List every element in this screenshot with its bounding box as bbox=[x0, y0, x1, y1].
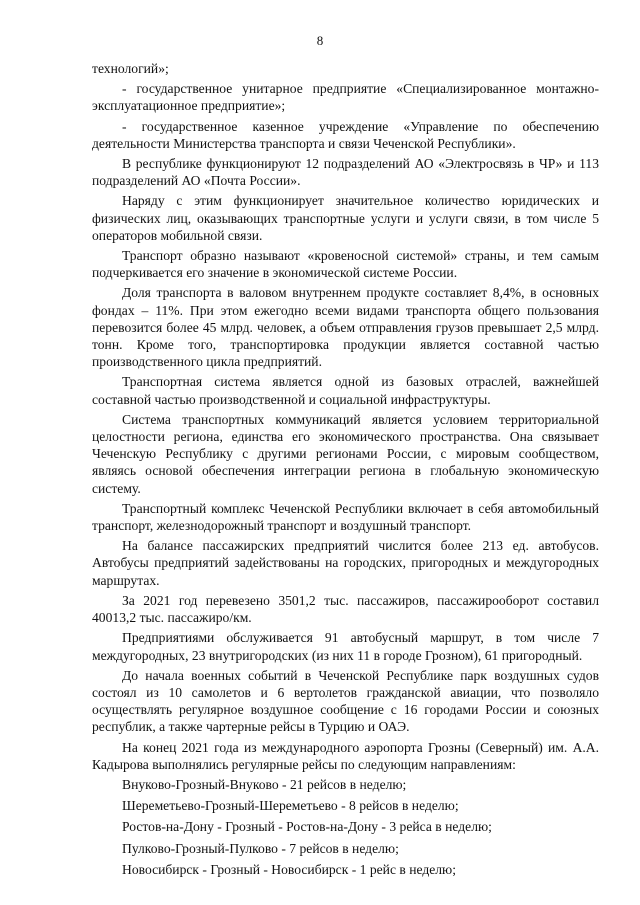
paragraph-communications: В республике функционируют 12 подразделений АО «Электросвязь в ЧР» и 113 подразделений АО «Почта России». bbox=[92, 156, 599, 189]
document-body bbox=[92, 60, 599, 882]
page-number: 8 bbox=[316, 33, 324, 48]
paragraph-service-providers: Наряду с этим функционирует значительное количество юридических и физических лиц, оказывающих транспортные услуги и услуги связи, в том числе 5 операторов мобильной связи. bbox=[92, 193, 599, 243]
paragraph-bus-fleet: На балансе пассажирских предприятий числится более 213 ед. автобусов. Автобусы предприятий задействованы на городских, пригородных и междугородных маршрутах. bbox=[92, 538, 599, 588]
list-item-institution: - государственное казенное учреждение «Управление по обеспечению деятельности Министерства транспорта и связи Чеченской Республики». bbox=[92, 118, 599, 151]
route-item: Внуково-Грозный-Внуково - 21 рейсов в неделю; bbox=[122, 776, 407, 792]
list-item-enterprise: - государственное унитарное предприятие «Специализированное монтажно-эксплуатационное предприятие»; bbox=[92, 81, 599, 114]
paragraph-transport-role: Транспорт образно называют «кровеносной системой» страны, и тем самым подчеркивается его значение в экономической системе России. bbox=[92, 248, 599, 281]
paragraph-passengers: За 2021 год перевезено 3501,2 тыс. пассажиров, пассажирооборот составил 40013,2 тыс. пассажиро/км. bbox=[92, 592, 599, 626]
paragraph-bus-routes: Предприятиями обслуживается 91 автобусный маршрут, в том числе 7 междугородных, 23 внутригородских (из них 11 в городе Грозном), 61 пригородный. bbox=[92, 630, 599, 663]
paragraph-airport: На конец 2021 года из международного аэропорта Грозны (Северный) им. А.А. Кадырова выполнялись регулярные рейсы по следующим направлениям: bbox=[92, 739, 599, 772]
paragraph-transport-system: Транспортная система является одной из базовых отраслей, важнейшей составной частью производственной и социальной инфраструктуры. bbox=[92, 374, 599, 407]
route-item: Ростов-на-Дону - Грозный - Ростов-на-Дону - 3 рейса в неделю; bbox=[122, 819, 492, 835]
paragraph-communications-network: Система транспортных коммуникаций является условием территориальной целостности региона, единства его экономического пространства. Она связывает Чеченскую Республику с другими регионами России, с мировым сообществом, являясь основой обеспечения интеграции региона в глобальную экономическую систему. bbox=[92, 411, 599, 496]
paragraph-transport-share: Доля транспорта в валовом внутреннем продукте составляет 8,4%, в основных фондах – 11%. При этом ежегодно всеми видами транспорта общего пользования перевозится более 45 млрд. человек, а объем отправления грузов превышает 2,5 млрд. тонн. Кроме того, транспортировка продукции является составной частью производственного цикла предприятий. bbox=[92, 285, 599, 370]
paragraph-continuation: технологий»; bbox=[92, 61, 169, 76]
route-item: Пулково-Грозный-Пулково - 7 рейсов в неделю; bbox=[122, 840, 399, 856]
route-item: Новосибирск - Грозный - Новосибирск - 1 рейс в неделю; bbox=[122, 861, 456, 877]
paragraph-transport-complex: Транспортный комплекс Чеченской Республики включает в себя автомобильный транспорт, железнодорожный транспорт и воздушный транспорт. bbox=[92, 500, 599, 534]
paragraph-air-fleet: До начала военных событий в Чеченской Республике парк воздушных судов состоял из 10 самолетов и 6 вертолетов гражданской авиации, что позволяло осуществлять регулярное воздушное сообщение с 16 городами России и союзных республик, а также чартерные рейсы в Турцию и ОАЭ. bbox=[92, 667, 599, 735]
route-item: Шереметьево-Грозный-Шереметьево - 8 рейсов в неделю; bbox=[122, 798, 459, 814]
